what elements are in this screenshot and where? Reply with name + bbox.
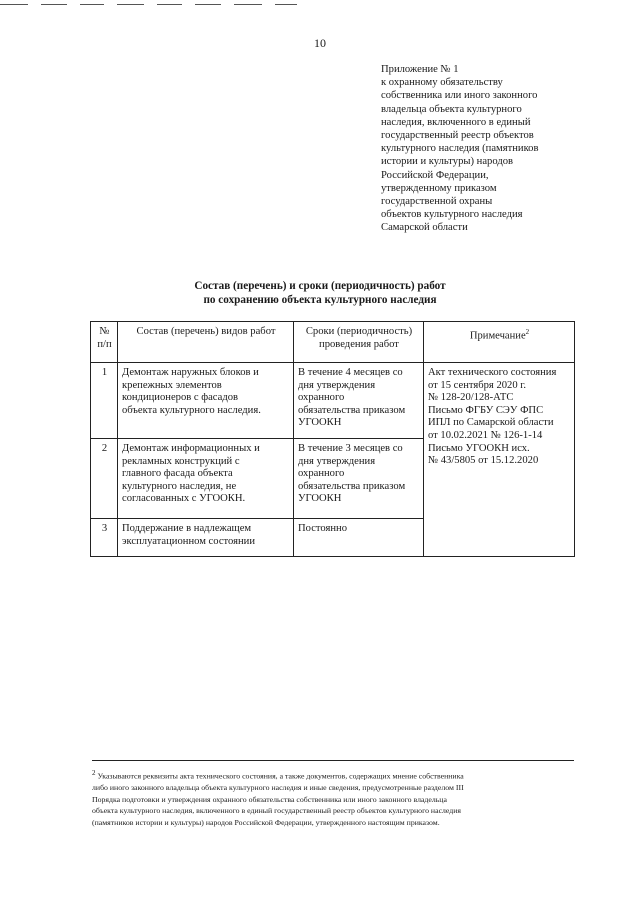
appendix-block [381, 63, 631, 235]
row-num: 1 [91, 363, 118, 439]
footnote-text: Указываются реквизиты акта технического состояния, а также документов, содержащих мнение собственника [97, 771, 464, 781]
cell-line: главного фасада объекта [122, 468, 233, 480]
table-header-row [91, 322, 575, 363]
cell-line: В течение 4 месяцев со [298, 367, 403, 378]
cell-line: крепежных элементов [122, 379, 222, 391]
title-line: по сохранению объекта культурного наследия [203, 294, 437, 306]
header-composition [118, 322, 294, 363]
appendix-line: Российской Федерации, [381, 169, 489, 181]
cell-line: рекламных конструкций с [122, 455, 240, 467]
header-terms [294, 322, 424, 363]
works-table [90, 321, 575, 557]
footnote-marker: 2 [92, 769, 96, 777]
appendix-line: государственный реестр объектов [381, 130, 534, 142]
note-line: № 43/5805 от 15.12.2020 [428, 455, 539, 467]
cell-line: Демонтаж информационных и [122, 443, 260, 454]
appendix-line: государственной охраны [381, 196, 493, 208]
appendix-line: Приложение № 1 [381, 64, 459, 75]
header-composition-line: Состав (перечень) видов работ [136, 326, 276, 337]
footnote [92, 768, 574, 829]
footnote-line: Порядка подготовки и утверждения охранного обязательства собственника или иного законного владельца [92, 794, 447, 804]
note-line: Письмо ФГБУ СЭУ ФПС [428, 404, 544, 416]
note-line: от 15 сентября 2020 г. [428, 379, 527, 391]
appendix-line: наследия, включенного в единый [381, 116, 531, 128]
header-note-label: Примечание [469, 330, 526, 342]
row-composition [118, 519, 294, 557]
header-num [91, 322, 118, 363]
footnote-divider [92, 760, 574, 761]
row-terms [294, 519, 424, 557]
note-line: ИПЛ по Самарской области [428, 417, 554, 429]
cell-line: культурного наследия, не [122, 480, 237, 492]
cell-line: Постоянно [298, 523, 348, 534]
note-line: № 128-20/128-АТС [428, 392, 514, 404]
appendix-line: к охранному обязательству [381, 77, 503, 89]
row-terms [294, 439, 424, 519]
cell-line: дня утверждения [298, 455, 376, 467]
footnote-ref: 2 [525, 328, 530, 336]
header-num-line: № [99, 326, 110, 337]
appendix-line: собственника или иного законного [381, 90, 538, 102]
cell-line: дня утверждения [298, 379, 376, 391]
appendix-line: утвержденному приказом [381, 182, 497, 194]
note-line: Акт технического состояния [428, 367, 557, 378]
cell-line: Демонтаж наружных блоков и [122, 367, 259, 378]
cell-line: УГООКН [298, 493, 342, 505]
header-terms-line: Сроки (периодичность) [305, 326, 413, 337]
note-line: от 10.02.2021 № 126-1-14 [428, 429, 543, 441]
cell-line: обязательства приказом [298, 404, 406, 416]
row-terms [294, 363, 424, 439]
footnote-line [92, 768, 574, 782]
appendix-line: владельца объекта культурного [381, 103, 522, 115]
cell-line: кондиционеров с фасадов [122, 392, 239, 404]
cell-line: согласованных с УГООКН. [122, 493, 246, 505]
header-scan-marks [0, 4, 330, 8]
row-composition [118, 439, 294, 519]
cell-line: В течение 3 месяцев со [298, 443, 403, 454]
appendix-line: объектов культурного наследия [381, 209, 523, 221]
document-title [0, 279, 640, 307]
header-num-line: п/п [97, 338, 112, 350]
appendix-line: культурного наследия (памятников [381, 143, 539, 155]
cell-line: охранного [298, 392, 345, 404]
row-num: 2 [91, 439, 118, 519]
footnote-line: объекта культурного наследия, включенного в единый государственный реестр объектов культурного наследия [92, 806, 461, 816]
row-composition [118, 363, 294, 439]
header-terms-line: проведения работ [319, 338, 399, 350]
note-line: Письмо УГООКН исх. [428, 442, 530, 454]
footnote-line: либо иного законного владельца объекта культурного наследия и иные сведения, предусмотренные разделом III [92, 783, 464, 793]
page-number: 10 [314, 36, 326, 50]
row-num: 3 [91, 519, 118, 557]
cell-line: эксплуатационном состоянии [122, 535, 255, 547]
cell-line: объекта культурного наследия. [122, 404, 261, 416]
title-line: Состав (перечень) и сроки (периодичность) работ [194, 280, 446, 292]
cell-line: охранного [298, 468, 345, 480]
row-note [424, 363, 575, 557]
cell-line: обязательства приказом [298, 480, 406, 492]
appendix-line: Самарской области [381, 222, 468, 234]
appendix-line: истории и культуры) народов [381, 156, 514, 168]
header-note [424, 322, 575, 363]
cell-line: УГООКН [298, 417, 342, 429]
footnote-line: (памятников истории и культуры) народов Российской Федерации, утвержденного настоящим приказом. [92, 817, 440, 827]
cell-line: Поддержание в надлежащем [122, 523, 252, 534]
table-row [91, 363, 575, 439]
